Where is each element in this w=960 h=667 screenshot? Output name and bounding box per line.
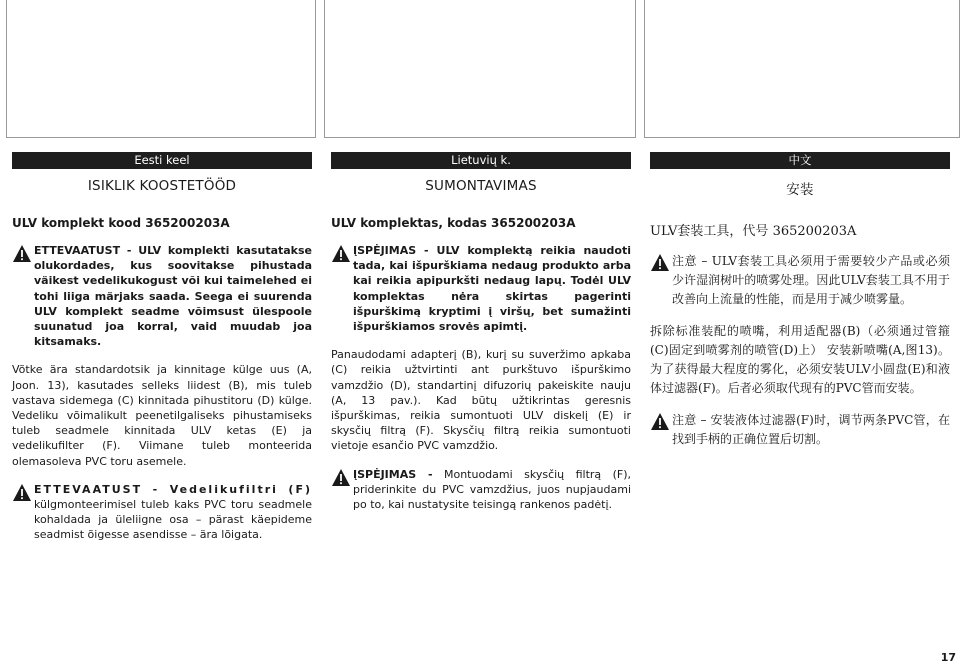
instruction-paragraph: Võtke ära standardotsik ja kinnitage külge uus (A, Joon. 13), kasutades selleks liidest (B), mis tuleb vastava sidemega (C) kinnitada pihustitoru (D) külge. Vedeliku võimalikult peenetilgaliseks pihustamiseks tuleb seadmele kinnitada ULV ketas (E) ja vedelikufilter (F). Viimane tuleb monteerida olemasoleva PVC toru asemele. bbox=[12, 363, 312, 468]
language-bar: 中文 bbox=[650, 152, 950, 169]
blank-panel-left bbox=[6, 0, 316, 138]
kit-title: ULV komplekt kood 365200203A bbox=[12, 216, 230, 230]
kit-title: ULV komplektas, kodas 365200203A bbox=[331, 216, 576, 230]
warning-body: 安装液体过滤器(F)时，调节两条PVC管，在找到手柄的正确位置后切割。 bbox=[672, 413, 950, 446]
warning-label: 注意 – bbox=[672, 254, 708, 268]
instruction-paragraph: Panaudodami adapterį (B), kurį su suveržimo apkaba (C) reikia užtvirtinti ant purkštuvo išpurškimo vamzdžio (D), standartinį difuzorių pakeiskite nauju (A, 13 pav.). Kad būtų užtikrintas geresnis išpurškimas, reikia sumontuoti ULV diskelį (E) ir skysčių filtrą (F). Skysčių filtrą reikia sumontuoti vietoje esančio PVC vamzdžio. bbox=[331, 348, 631, 453]
section-title: SUMONTAVIMAS bbox=[425, 178, 537, 194]
warning-text bbox=[672, 411, 950, 449]
warning-triangle-icon bbox=[331, 468, 353, 488]
section-title: 安装 bbox=[786, 182, 814, 198]
warning-text: ĮSPĖJIMAS - ULV komplektą reikia naudoti tada, kai išpurškiama nedaug produkto arba kai reikia apipurkšti nedaug lapų. Todėl ULV komplektas nėra skirtas pagerinti išpurškimą kryptimi į viršų, bet sumažinti išpurškiamos srovės apimtį. bbox=[353, 244, 631, 334]
warning-body: külgmonteerimisel tuleb kaks PVC toru seadmele kohaldada ja üleliigne osa – pärast käepideme seadmist õigesse asendisse – ära lõigata. bbox=[34, 498, 312, 542]
warning-triangle-icon bbox=[650, 253, 672, 273]
warning-body: ULV套装工具必须用于需要较少产品或必须少许湿润树叶的喷雾处理。因此ULV套装工具不用于改善向上流量的性能，而是用于减少喷雾量。 bbox=[672, 254, 950, 306]
column-chinese bbox=[650, 152, 950, 449]
warning-block bbox=[331, 243, 631, 334]
warning-triangle-icon bbox=[331, 244, 353, 264]
warning-text bbox=[672, 252, 950, 309]
page-number: 17 bbox=[940, 651, 956, 664]
warning-triangle-icon bbox=[650, 412, 672, 432]
warning-label: ĮSPĖJIMAS - bbox=[353, 467, 433, 481]
warning-block bbox=[331, 467, 631, 513]
warning-text bbox=[353, 467, 631, 513]
section-title: ISIKLIK KOOSTETÖÖD bbox=[87, 178, 237, 194]
warning-body: Montuodami skysčių filtrą (F), priderinkite du PVC vamzdžius, juos nupjaudami po to, kai nustatysite teisingą rankenos padėtį. bbox=[353, 467, 632, 512]
warning-text: ETTEVAATUST - ULV komplekti kasutatakse olukordades, kus soovitakse pihustada väikest vedelikukogust või kui taimelehed ei tohi liiga märjaks saada. Seega ei suurenda ULV komplekt seadme võimsust ülespoole suunatud joa korral, vaid muudab joa kitsamaks. bbox=[34, 244, 312, 349]
language-bar: Lietuvių k. bbox=[331, 152, 631, 169]
warning-block bbox=[650, 411, 950, 449]
language-bar: Eesti keel bbox=[12, 152, 312, 169]
warning-block bbox=[12, 482, 312, 543]
warning-block bbox=[12, 243, 312, 349]
instruction-paragraph: 拆除标准装配的喷嘴，利用适配器(B)（必须通过管箍(C)固定到喷雾剂的喷管(D)上） 安装新喷嘴(A,图13)。为了获得最大程度的雾化，必须安装ULV小圆盘(E)和液体过滤器(F)。后者必须取代现有的PVC管而安装。 bbox=[650, 324, 950, 395]
kit-title: ULV套装工具，代号 365200203A bbox=[650, 224, 857, 239]
column-lithuanian bbox=[331, 152, 631, 512]
column-estonian bbox=[12, 152, 312, 543]
warning-label: ETTEVAATUST - Vedelikufiltri (F) bbox=[34, 482, 312, 496]
blank-panel-right bbox=[644, 0, 960, 138]
warning-triangle-icon bbox=[12, 244, 34, 264]
warning-label: 注意 – bbox=[672, 413, 707, 427]
blank-panel-middle bbox=[324, 0, 636, 138]
warning-text bbox=[34, 482, 312, 543]
warning-block bbox=[650, 252, 950, 309]
warning-triangle-icon bbox=[12, 483, 34, 503]
